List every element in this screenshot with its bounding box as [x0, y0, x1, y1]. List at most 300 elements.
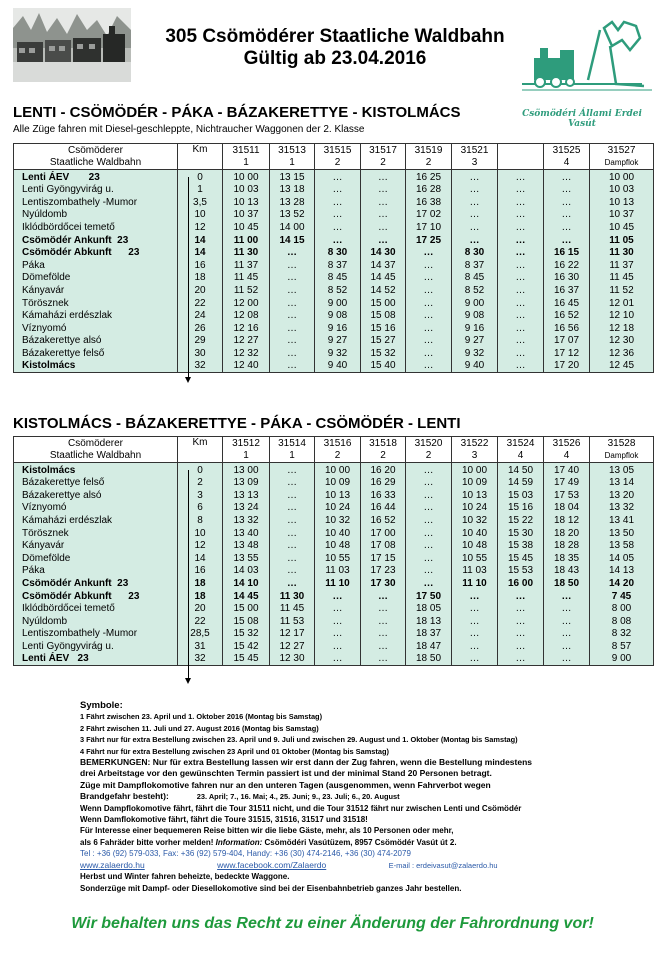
departure-time: … [361, 209, 406, 222]
train-note: 4 [563, 156, 570, 168]
departure-time: 16 20 [361, 463, 406, 478]
km-value: 12 [178, 222, 223, 235]
arrow-down-icon [185, 678, 191, 684]
departure-time: … [452, 234, 498, 247]
departure-time: … [498, 285, 544, 298]
train-number: 31522 [460, 437, 489, 449]
station-name: Kámaházi erdészlak [14, 515, 178, 528]
departure-time: 16 15 [544, 247, 590, 260]
departure-time: 14 13 [590, 565, 654, 578]
arrow-down-icon [185, 377, 191, 383]
departure-time: 10 40 [315, 527, 361, 540]
departure-time: 10 00 [223, 170, 270, 185]
train-number: 31519 [414, 144, 443, 156]
departure-time: 15 38 [498, 540, 544, 553]
train-note: 1 [289, 449, 295, 461]
km-header: Km [178, 437, 223, 463]
km-value: 16 [178, 565, 223, 578]
departure-time: 16 29 [361, 477, 406, 490]
departure-time: 13 58 [590, 540, 654, 553]
contact-phone: Tel : +36 (92) 579-033, Fax: +36 (92) 579-404, Handy: +36 (30) 474-2146, +36 (30) 474-2079 [80, 849, 411, 859]
departure-time: 9 08 [315, 310, 361, 323]
departure-time: … [361, 184, 406, 197]
departure-time: 10 55 [315, 553, 361, 566]
departure-time: … [270, 297, 315, 310]
station-name: Csömödér Ankunft 23 [14, 578, 178, 591]
departure-time: … [406, 323, 452, 336]
train-header [270, 144, 315, 170]
table-row [14, 515, 654, 528]
departure-time: 9 32 [452, 348, 498, 361]
departure-time: … [498, 272, 544, 285]
departure-time: 11 37 [223, 260, 270, 273]
symbol-2: 2 Fährt zwischen 11. Juli und 27. August 2016 (Montag bis Samstag) [80, 723, 319, 733]
departure-time: 17 10 [406, 222, 452, 235]
train-number: 31526 [552, 437, 581, 449]
table-row [14, 348, 654, 361]
departure-time: 12 27 [270, 641, 315, 654]
departure-time: … [544, 641, 590, 654]
departure-time: 10 13 [452, 490, 498, 503]
station-name: Iklódbördőcei temető [14, 603, 178, 616]
km-header: Km [178, 144, 223, 170]
departure-time: … [452, 628, 498, 641]
km-value: 3,5 [178, 197, 223, 210]
section-1-subtitle: Alle Züge fahren mit Diesel-geschleppte, Nichtraucher Waggonen der 2. Klasse [13, 124, 365, 135]
departure-time: 11 30 [223, 247, 270, 260]
departure-time: 13 40 [223, 527, 270, 540]
departure-time: 14 45 [361, 272, 406, 285]
table-row [14, 641, 654, 654]
departure-time: 8 57 [590, 641, 654, 654]
departure-time: … [361, 628, 406, 641]
train-header [544, 144, 590, 170]
departure-time: … [315, 653, 361, 666]
departure-time: … [406, 565, 452, 578]
departure-time: 13 05 [590, 463, 654, 478]
train-note: 1 [243, 449, 249, 461]
station-header-line-1: Csömöderer [67, 437, 124, 449]
train-note: 3 [471, 449, 478, 461]
departure-time: 14 52 [361, 285, 406, 298]
station-name: Bázakerettye alsó [14, 335, 178, 348]
km-value: 16 [178, 260, 223, 273]
remark-3: Züge mit Dampflokomotive fahren nur an den unteren Tagen (ausgenommen, wenn Fahrverbot wegen [80, 779, 491, 790]
train-note: 4 [563, 449, 570, 461]
departure-time: … [406, 553, 452, 566]
train-note: 2 [380, 449, 386, 461]
departure-time: 17 00 [361, 527, 406, 540]
departure-time: … [498, 310, 544, 323]
symbol-4: 4 Fährt nur für extra Bestellung zwischen 23 April und 01 Oktober (Montag bis Samstag) [80, 746, 389, 756]
station-header [14, 437, 178, 463]
departure-time: … [270, 335, 315, 348]
km-value: 14 [178, 553, 223, 566]
departure-time: … [498, 653, 544, 666]
departure-time: 18 50 [406, 653, 452, 666]
departure-time: 9 00 [315, 297, 361, 310]
departure-time: 10 24 [452, 502, 498, 515]
departure-time: 15 00 [223, 603, 270, 616]
remark-5: Wenn Dampflokomotive fährt, fährt die Tour 31511 nicht, und die Tour 31512 fährt nur zwischen Lenti und Csömödér [80, 803, 522, 813]
departure-time: 13 18 [270, 184, 315, 197]
departure-time: 18 05 [406, 603, 452, 616]
departure-time: … [361, 222, 406, 235]
station-name: Bázakerettye felső [14, 348, 178, 361]
departure-time: 12 00 [223, 297, 270, 310]
departure-time: 17 40 [544, 463, 590, 478]
departure-time: 12 10 [590, 310, 654, 323]
departure-time: 16 22 [544, 260, 590, 273]
departure-time: 17 15 [361, 553, 406, 566]
table-row [14, 578, 654, 591]
train-number: 31512 [232, 437, 260, 449]
train-header [223, 437, 270, 463]
departure-time: … [270, 553, 315, 566]
station-name: Víznyomó [14, 323, 178, 336]
train-number: 31515 [323, 144, 352, 156]
departure-time: 15 08 [223, 616, 270, 629]
departure-time: 15 45 [223, 653, 270, 666]
km-value: 14 [178, 234, 223, 247]
remark-4-label: Brandgefahr besteht): [80, 791, 169, 802]
departure-time: 15 22 [498, 515, 544, 528]
departure-time: … [406, 260, 452, 273]
station-name: Csömödér Ankunft 23 [14, 234, 178, 247]
station-name: Iklódbördőcei temető [14, 222, 178, 235]
departure-time: … [544, 184, 590, 197]
departure-time: … [452, 170, 498, 185]
departure-time: … [406, 502, 452, 515]
table-row [14, 527, 654, 540]
departure-time: … [270, 540, 315, 553]
station-name: Kistolmács [14, 360, 178, 373]
departure-time: … [406, 540, 452, 553]
departure-time: … [270, 360, 315, 373]
table-row [14, 553, 654, 566]
table-row [14, 628, 654, 641]
train-header [315, 144, 361, 170]
station-name: Kányavár [14, 285, 178, 298]
table-row [14, 477, 654, 490]
departure-time: 9 00 [452, 297, 498, 310]
departure-time: 15 03 [498, 490, 544, 503]
departure-time: … [315, 197, 361, 210]
departure-time: … [315, 222, 361, 235]
direction-arrow-line [188, 177, 189, 377]
departure-time: … [498, 260, 544, 273]
station-name: Törösznek [14, 297, 178, 310]
departure-time: … [270, 527, 315, 540]
departure-time: 15 16 [361, 323, 406, 336]
departure-time: 10 13 [315, 490, 361, 503]
departure-time: 16 38 [406, 197, 452, 210]
departure-time: 11 37 [590, 260, 654, 273]
table-row [14, 285, 654, 298]
departure-time: 13 41 [590, 515, 654, 528]
km-value: 30 [178, 348, 223, 361]
train-note: 2 [334, 449, 341, 461]
departure-time: 8 08 [590, 616, 654, 629]
departure-time: … [498, 335, 544, 348]
km-value: 0 [178, 463, 223, 478]
km-value: 22 [178, 616, 223, 629]
departure-time: … [498, 360, 544, 373]
railway-logo [512, 20, 652, 102]
station-name: Kányavár [14, 540, 178, 553]
train-note: Dampflok [604, 157, 639, 167]
departure-time: … [270, 260, 315, 273]
departure-time: 17 07 [544, 335, 590, 348]
departure-time: … [361, 641, 406, 654]
departure-time: 16 44 [361, 502, 406, 515]
departure-time: 10 48 [315, 540, 361, 553]
train-header [544, 437, 590, 463]
departure-time: … [452, 184, 498, 197]
departure-time: 12 16 [223, 323, 270, 336]
departure-time: … [498, 641, 544, 654]
table-row [14, 272, 654, 285]
departure-time: … [498, 170, 544, 185]
train-number: 31521 [460, 144, 489, 156]
departure-time: 14 03 [223, 565, 270, 578]
departure-time: 16 45 [544, 297, 590, 310]
departure-time: 10 37 [223, 209, 270, 222]
departure-time: 14 20 [590, 578, 654, 591]
departure-time: … [406, 335, 452, 348]
departure-time: … [544, 170, 590, 185]
symbol-3: 3 Fährt nur für extra Bestellung zwischen 23. April und 9. Juli und zwischen 29. August und 1. Oktober (Montag bis Samstag) [80, 735, 518, 745]
departure-time: … [498, 197, 544, 210]
departure-time: … [361, 590, 406, 603]
departure-time: … [361, 653, 406, 666]
departure-time: … [544, 590, 590, 603]
departure-time: … [270, 247, 315, 260]
departure-time: 12 30 [270, 653, 315, 666]
departure-time: … [315, 641, 361, 654]
remark-9: Herbst und Winter fahren beheizte, bedeckte Waggone. [80, 872, 290, 882]
departure-time: 13 28 [270, 197, 315, 210]
website-link[interactable]: www.zalaerdo.hu [80, 859, 145, 870]
departure-time: … [544, 616, 590, 629]
departure-time: 17 12 [544, 348, 590, 361]
departure-time: 10 55 [452, 553, 498, 566]
departure-time: … [315, 603, 361, 616]
departure-time: 8 30 [315, 247, 361, 260]
departure-time: 10 13 [223, 197, 270, 210]
symbols-title: Symbole: [80, 700, 123, 711]
station-name: Páka [14, 565, 178, 578]
train-number: 31527 [607, 144, 636, 156]
departure-time: 9 27 [452, 335, 498, 348]
departure-time: 10 48 [452, 540, 498, 553]
departure-time: 14 50 [498, 463, 544, 478]
departure-time: … [406, 527, 452, 540]
departure-time: … [544, 197, 590, 210]
departure-time: … [498, 323, 544, 336]
departure-time: 18 20 [544, 527, 590, 540]
station-name: Lentiszombathely -Mumor [14, 628, 178, 641]
departure-time: … [361, 616, 406, 629]
train-header [406, 144, 452, 170]
departure-time: 16 33 [361, 490, 406, 503]
departure-time: … [270, 490, 315, 503]
departure-time: 15 00 [361, 297, 406, 310]
remark-8a: als 6 Fahräder bitte vorher melden! [80, 837, 216, 847]
departure-time: 12 08 [223, 310, 270, 323]
km-value: 26 [178, 323, 223, 336]
departure-time: 12 45 [590, 360, 654, 373]
train-note: 2 [380, 156, 386, 168]
departure-time: 11 53 [270, 616, 315, 629]
departure-time: 10 13 [590, 197, 654, 210]
departure-time: … [361, 603, 406, 616]
train-note: 2 [334, 156, 341, 168]
timetable-return [13, 436, 654, 666]
departure-time: 17 02 [406, 209, 452, 222]
departure-time: 13 13 [223, 490, 270, 503]
train-note: 4 [517, 449, 524, 461]
departure-time: … [361, 234, 406, 247]
station-name: Bázakerettye alsó [14, 490, 178, 503]
station-name: Nyúldomb [14, 616, 178, 629]
km-value: 29 [178, 335, 223, 348]
departure-time: … [406, 490, 452, 503]
km-value: 2 [178, 477, 223, 490]
remark-8c: Csömödéri Vasútüzem, 8957 Csömödér Vasút út 2. [262, 837, 457, 847]
departure-time: … [544, 234, 590, 247]
departure-time: … [452, 197, 498, 210]
departure-time: … [498, 184, 544, 197]
departure-time: 15 30 [498, 527, 544, 540]
table-row [14, 222, 654, 235]
departure-time: 11 00 [223, 234, 270, 247]
departure-time: 10 09 [452, 477, 498, 490]
departure-time: 18 35 [544, 553, 590, 566]
station-header [14, 144, 178, 170]
km-value: 10 [178, 527, 223, 540]
departure-time: … [498, 603, 544, 616]
departure-time: 9 32 [315, 348, 361, 361]
departure-time: 12 17 [270, 628, 315, 641]
station-name: Víznyomó [14, 502, 178, 515]
departure-time: 17 23 [361, 565, 406, 578]
departure-time: … [406, 247, 452, 260]
km-value: 32 [178, 360, 223, 373]
train-number: 31514 [278, 437, 306, 449]
departure-time: … [498, 590, 544, 603]
departure-time: … [498, 234, 544, 247]
departure-time: 8 37 [452, 260, 498, 273]
departure-time: … [406, 310, 452, 323]
departure-time: 10 24 [315, 502, 361, 515]
departure-time: … [361, 170, 406, 185]
km-value: 20 [178, 285, 223, 298]
title-line-2: Gültig ab 23.04.2016 [243, 48, 427, 69]
departure-time: 9 16 [315, 323, 361, 336]
departure-time: 10 00 [590, 170, 654, 185]
table-row [14, 209, 654, 222]
station-name: Csömödér Abkunft 23 [14, 590, 178, 603]
timetable-header-row [14, 437, 654, 463]
table-row [14, 590, 654, 603]
departure-time: … [315, 590, 361, 603]
table-row [14, 234, 654, 247]
departure-time: … [270, 502, 315, 515]
departure-time: … [452, 641, 498, 654]
email-link[interactable]: E-mail : erdeivasut@zalaerdo.hu [388, 860, 498, 870]
departure-time: 17 30 [361, 578, 406, 591]
train-photo [13, 8, 131, 82]
departure-time: 14 10 [223, 578, 270, 591]
train-number: 31528 [607, 437, 636, 449]
departure-time: 11 45 [223, 272, 270, 285]
table-row [14, 297, 654, 310]
km-value: 14 [178, 247, 223, 260]
departure-time: 15 53 [498, 565, 544, 578]
station-name: Bázakerettye felső [14, 477, 178, 490]
departure-time: 13 20 [590, 490, 654, 503]
departure-time: … [315, 184, 361, 197]
table-row [14, 603, 654, 616]
departure-time: … [452, 603, 498, 616]
departure-time: … [498, 348, 544, 361]
contact-web [80, 860, 640, 871]
departure-time: 10 09 [315, 477, 361, 490]
station-header-line-2: Staatliche Waldbahn [49, 449, 142, 461]
departure-time: 15 08 [361, 310, 406, 323]
departure-time: 17 25 [406, 234, 452, 247]
departure-time: … [270, 515, 315, 528]
departure-time: 18 13 [406, 616, 452, 629]
departure-time: … [498, 209, 544, 222]
departure-time: 13 00 [223, 463, 270, 478]
departure-time: … [406, 360, 452, 373]
departure-time: 13 32 [590, 502, 654, 515]
departure-time: … [452, 209, 498, 222]
station-name: Nyúldomb [14, 209, 178, 222]
departure-time: 15 32 [223, 628, 270, 641]
departure-time: 15 40 [361, 360, 406, 373]
departure-time: 17 08 [361, 540, 406, 553]
departure-time: 8 00 [590, 603, 654, 616]
departure-time: … [544, 653, 590, 666]
departure-time: 14 59 [498, 477, 544, 490]
departure-time: … [544, 603, 590, 616]
direction-arrow-line [188, 470, 189, 678]
departure-time: 17 49 [544, 477, 590, 490]
section-2-title: KISTOLMÁCS - BÁZAKERETTYE - PÁKA - CSÖMÖDÉR - LENTI [13, 415, 461, 432]
table-row [14, 197, 654, 210]
train-header [406, 437, 452, 463]
km-value: 22 [178, 297, 223, 310]
station-name: Lentiszombathely -Mumor [14, 197, 178, 210]
timetable-header-row [14, 144, 654, 170]
km-value: 8 [178, 515, 223, 528]
departure-time: 10 32 [452, 515, 498, 528]
symbol-1: 1 Fährt zwischen 23. April und 1. Oktober 2016 (Montag bis Samstag) [80, 712, 323, 722]
train-header [315, 437, 361, 463]
table-row [14, 323, 654, 336]
departure-time: 11 45 [590, 272, 654, 285]
departure-time: … [544, 628, 590, 641]
station-name: Lenti ÁEV 23 [14, 170, 178, 185]
departure-time: 10 03 [590, 184, 654, 197]
departure-time: 8 52 [452, 285, 498, 298]
facebook-link[interactable]: www.facebook.com/Zalaerdo [217, 859, 327, 870]
departure-time: 11 05 [590, 234, 654, 247]
departure-time: … [315, 628, 361, 641]
